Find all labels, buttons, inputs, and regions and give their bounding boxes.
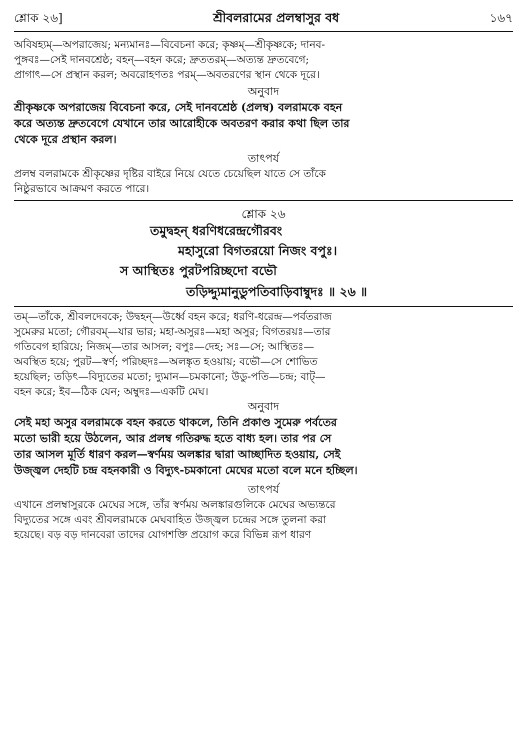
purport-line: নিষ্ঠুরভাবে আক্রমণ করতে পারে। [14, 183, 150, 195]
synonyms-line: অবস্থিত হয়ে; পুরট—স্বর্ণ; পরিচ্ছদঃ—অলঙ্কৃত হওয়ায়; বভৌ—সে শোভিত [14, 356, 318, 368]
translation-line: উজ্জ্বল দেহটি চন্দ্র বহনকারী ও বিদ্যুৎ-চমকানো মেঘের মতো বলে মনে হচ্ছিল। [14, 464, 358, 477]
header-page-number: ১৬৭ [489, 11, 513, 25]
synonyms-line: হয়েছিল; তড়িৎ—বিদ্যুতের মতো; দ্যুমান—চমকানো; উডু-পতি—চন্দ্র; বাট্— [14, 371, 326, 383]
synonyms-verse [14, 310, 513, 400]
page-header [14, 8, 513, 30]
synonyms-top-line: অবিষহ্যম্—অপরাজেয়; মন্যমানঃ—বিবেচনা করে; কৃষ্ণম্—শ্রীকৃষ্ণকে; দানব- [14, 39, 326, 51]
purport-line: প্রলম্ব বলরামকে শ্রীকৃষ্ণের দৃষ্টির বাইরে নিয়ে যেতে চেয়েছিল যাতে সে তাঁকে [14, 168, 326, 180]
translation-2 [14, 415, 513, 479]
verse-heading: শ্লোক ২৬ [241, 207, 286, 221]
translation-1 [14, 100, 513, 148]
synonyms-top [14, 38, 513, 83]
purport-line: বিদ্যুতের সঙ্গে এবং শ্রীবলরামকে মেঘবাহিত উজ্জ্বল চন্দ্রের সঙ্গে তুলনা করা [14, 514, 327, 526]
synonyms-line: সুমেরুর মতো; গৌরবম্—যার ভার; মহা-অসুরঃ—মহা অসুর; বিগতরয়ঃ—তার [14, 326, 331, 338]
synonyms-top-line: পুঙ্গবঃ—সেই দানবশ্রেষ্ঠ; বহন্—বহন করে; দ্রুততরম্—অত্যন্ত দ্রুতবেগে; [14, 54, 310, 66]
translation-line: শ্রীকৃষ্ণকে অপরাজেয় বিবেচনা করে, সেই দানবশ্রেষ্ঠ (প্রলম্ব) বলরামকে বহন [14, 101, 343, 114]
section-divider [14, 306, 513, 307]
verse-line: মহাসুরো বিগতরয়ো নিজং বপুঃ। [178, 243, 338, 258]
translation-line: সেই মহা অসুর বলরামকে বহন করতে থাকলে, তিনি প্রকাণ্ড সুমেরু পর্বতের [14, 416, 337, 429]
header-chapter-title: শ্রীবলরামের প্রলম্বাসুর বধ [213, 10, 340, 25]
synonyms-line: গতিবেগ হারিয়ে; নিজম্—তার আসল; বপুঃ—দেহ; সঃ—সে; আস্থিতঃ— [14, 341, 315, 353]
translation-line: করে অত্যন্ত দ্রুতবেগে যেখানে তার আরোহীকে অবতরণ করার কথা ছিল তার [14, 117, 350, 130]
translation-heading: অনুবাদ [247, 85, 280, 98]
purport-line: এখানে প্রলম্বাসুরকে মেঘের সঙ্গে, তাঁর স্বর্ণময় অলঙ্কারগুলিকে মেঘের অভ্যন্তরে [14, 499, 336, 511]
purport-1 [14, 167, 513, 197]
header-rule [14, 31, 513, 32]
verse-line: স আস্থিতঃ পুরটপরিচ্ছদো বভৌ [120, 263, 277, 278]
synonyms-line: বহন করে; ইব—ঠিক যেন; অম্বুদঃ—একটি মেঘ। [14, 386, 209, 398]
translation-heading: অনুবাদ [247, 400, 280, 413]
translation-line: তার আসল মূর্তি ধারণ করল—স্বর্ণময় অলঙ্কার দ্বারা আচ্ছাদিত হওয়ায়, সেই [14, 448, 341, 461]
section-divider [14, 200, 513, 201]
header-verse-ref: শ্লোক ২৬] [14, 11, 63, 25]
verse-line: তড়িদ্দ্যুমানুডুপতিবাড়িবাম্বুদঃ ॥ ২৬ ॥ [186, 284, 368, 299]
purport-line: হয়েছে। বড় বড় দানবেরা তাদের যোগশক্তি প্রয়োগ করে বিভিন্ন রূপ ধারণ [14, 529, 312, 541]
synonyms-line: তম্—তাঁকে, শ্রীবলদেবকে; উদ্বহন্—উর্ধ্বে বহন করে; ধরণি-ধরেন্দ্র—পর্বতরাজ [14, 311, 332, 323]
purport-heading: তাৎপর্য [247, 483, 280, 496]
purport-2 [14, 498, 513, 543]
translation-line: মতো ভারী হয়ে উঠলেন, আর প্রলম্ব গতিরুদ্ধ হতে বাধ্য হল। তার পর সে [14, 432, 332, 445]
purport-heading: তাৎপর্য [247, 152, 280, 165]
translation-line: থেকে দূরে প্রস্থান করল। [14, 133, 117, 146]
synonyms-top-line: প্রাগাৎ—সে প্রস্থান করল; অবরোহণতঃ পরম্—অবতরণের স্থান থেকে দূরে। [14, 69, 320, 81]
verse-line: তমুদ্বহন্ ধরণিধরেন্দ্রগৌরবং [150, 223, 283, 238]
